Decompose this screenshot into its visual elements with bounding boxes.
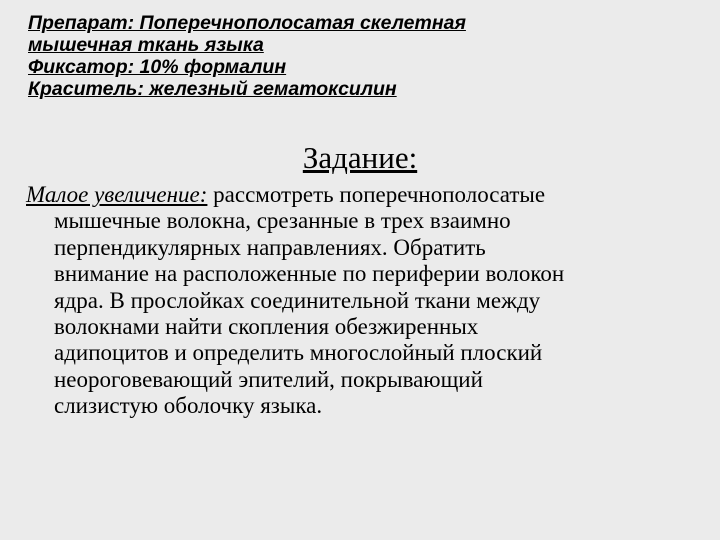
specimen-line-continued: мышечная ткань языка — [28, 34, 264, 56]
task-line: внимание на расположенные по периферии волокон — [54, 261, 565, 287]
task-line-first — [26, 182, 702, 208]
fixative-line: Фиксатор: 10% формалин — [28, 56, 287, 78]
task-line: перпендикулярных направлениях. Обратить — [54, 234, 486, 260]
task-line: слизистую оболочку языка. — [54, 393, 323, 419]
task-line: волокнами найти скопления обезжиренных — [54, 314, 479, 340]
task-line: ядра. В прослойках соединительной ткани между — [54, 287, 541, 313]
task-title-text: Задание: — [302, 140, 418, 175]
task-line: мышечные волокна, срезанные в трех взаимно — [54, 208, 511, 234]
task-lead: Малое увеличение: — [26, 182, 208, 207]
specimen-line: Препарат: Поперечнополосатая скелетная — [28, 12, 466, 34]
task-body — [26, 182, 702, 420]
stain-line: Краситель: железный гематоксилин — [28, 78, 397, 100]
specimen-info — [28, 12, 708, 100]
task-line: адипоцитов и определить многослойный плоский — [54, 340, 543, 366]
task-title — [0, 140, 720, 176]
task-lead-rest: рассмотреть поперечнополосатые — [207, 182, 546, 207]
task-line: неороговевающий эпителий, покрывающий — [54, 366, 483, 392]
